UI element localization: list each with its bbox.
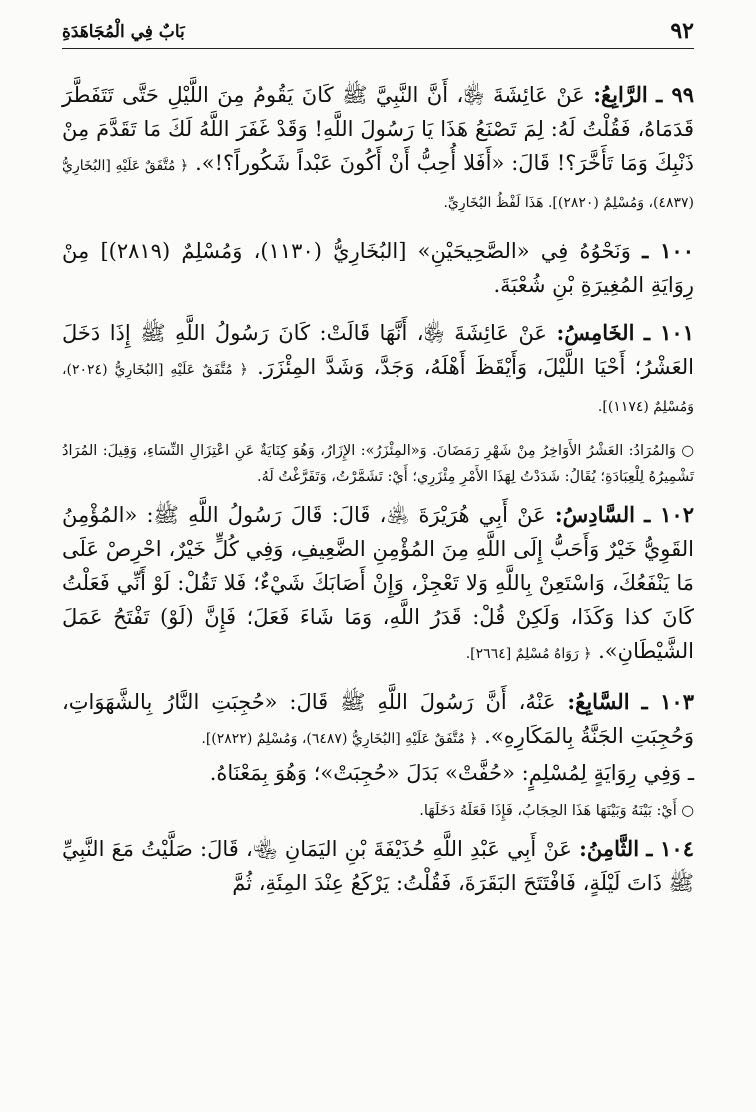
variant-narration: ـ وَفِي رِوَايَةٍ لِمُسْلِمٍ: «حُفَّتْ» بَدَلَ «حُجِبَتْ»؛ وَهُوَ بِمَعْنَاهُ. xyxy=(209,761,694,785)
hadith-label: الثَّامِنُ: xyxy=(579,836,640,861)
hadith-number: ١٠١ ـ xyxy=(643,320,694,345)
hadith-text: عَنْ عَائِشَةَ ﵂، أَنَّ النَّبِيَّ ﷺ كَانَ يَقُومُ مِنَ اللَّيْلِ حَتَّى تَتَفَطَّرَ قَدَمَاهُ، فَقُلْتُ لَهُ: لِمَ تَصْنَعُ هَذَا يَا رَسُولَ اللَّهِ! وَقَدْ غَفَرَ اللَّهُ لَكَ مَا تَقَدَّمَ مِنْ ذَنْبِكَ وَمَا تَأَخَّرَ؟! قَالَ: «أَفَلا أُحِبُّ أَنْ أَكُونَ عَبْداً شَكُوراً؟!». xyxy=(62,83,694,175)
hadith-number: ١٠٤ ـ xyxy=(646,836,694,861)
hadith-text: عَنْ عَائِشَةَ ﵂، أَنَّهَا قَالَتْ: كَانَ رَسُولُ اللَّهِ ﷺ إِذَا دَخَلَ العَشْرُ؛ أَحْيَا اللَّيْلَ، وَأَيْقَظَ أَهْلَهُ، وَجَدَّ، وَشَدَّ المِئْزَرَ. xyxy=(62,321,694,379)
hadith-paragraph-99 xyxy=(62,78,694,220)
hadith-paragraph-101 xyxy=(62,316,694,424)
page-header xyxy=(62,18,694,49)
hadith-number: ١٠٠ ـ xyxy=(642,238,694,263)
hadith-text: عَنْ أَبِي عَبْدِ اللَّهِ حُذَيْفَةَ بْنِ اليَمَانِ ﵄، قَالَ: صَلَّيْتُ مَعَ النَّبِيِّ ﷺ ذَاتَ لَيْلَةٍ، فَافْتَتَحَ البَقَرَةَ، فَقُلْتُ: يَرْكَعُ عِنْدَ المِئَةِ، ثُمَّ xyxy=(62,837,694,895)
hadith-reference: ﴿ رَوَاهُ مُسْلِمٌ [٢٦٦٤]. xyxy=(465,646,592,662)
page-body xyxy=(62,78,694,900)
hadith-paragraph-100 xyxy=(62,234,694,302)
hadith-label: الخَامِسُ: xyxy=(556,320,635,345)
explanatory-note: ○ أَيْ: بَيْنَهُ وَبَيْنَهَا هَذَا الحِجَابُ، فَإِذَا فَعَلَهُ دَخَلَهَا. xyxy=(419,803,694,819)
hadith-number: ٩٩ ـ xyxy=(656,82,694,107)
hadith-paragraph-103 xyxy=(62,685,694,756)
explanatory-note: ○ وَالمُرَادُ: العَشْرُ الأَوَاخِرُ مِنْ شَهْرِ رَمَضَانَ. وَ«المِئْزَرُ»: الإِزَارُ، وَهُوَ كِنَايَةٌ عَنِ اعْتِزَالِ النِّسَاءِ، وَقِيلَ: المُرَادُ تَشْمِيرُهُ لِلْعِبَادَةِ؛ يُقَالُ: شَدَدْتُ لِهَذَا الأَمْرِ مِئْزَرِي؛ أَيْ: تَشَمَّرْتُ، وَتَفَرَّغْتُ لَهُ. xyxy=(62,443,694,485)
hadith-text: وَنَحْوُهُ فِي «الصَّحِيحَيْنِ» [البُخَارِيُّ (١١٣٠)، وَمُسْلِمٌ (٢٨١٩)] مِنْ رِوَايَةِ المُغِيرَةِ بْنِ شُعْبَةَ. xyxy=(62,239,694,297)
hadith-reference: ﴿ مُتَّفَقٌ عَلَيْهِ [البُخَارِيُّ (٦٤٨٧)، وَمُسْلِمٌ (٢٨٢٢)]. xyxy=(201,731,478,747)
hadith-label: الرَّابِعُ: xyxy=(593,82,648,107)
hadith-text: عَنْ أَبِي هُرَيْرَةَ ﵁، قَالَ: قَالَ رَسُولُ اللَّهِ ﷺ: «المُؤْمِنُ القَوِيُّ خَيْرٌ وَأَحَبُّ إِلَى اللَّهِ مِنَ المُؤْمِنِ الضَّعِيفِ، وَفِي كُلٍّ خَيْرٌ، احْرِصْ عَلَى مَا يَنْفَعُكَ، وَاسْتَعِنْ بِاللَّهِ وَلا تَعْجِزْ، وَإِنْ أَصَابَكَ شَيْءٌ؛ فَلا تَقُلْ: لَوْ أَنِّي فَعَلْتُ كَانَ كذا وَكَذَا، وَلَكِنْ قُلْ: قَدَرُ اللَّهِ، وَمَا شَاءَ فَعَلَ؛ فَإِنَّ (لَوْ) تَفْتَحُ عَمَلَ الشَّيْطَانِ». xyxy=(62,503,694,663)
page-number: ٩٢ xyxy=(670,18,694,44)
hadith-number: ١٠٢ ـ xyxy=(644,502,694,527)
running-title: بَابٌ فِي الْمُجَاهَدَةِ xyxy=(62,22,185,42)
hadith-label: السَّابِعُ: xyxy=(567,689,630,714)
hadith-number: ١٠٣ ـ xyxy=(641,689,694,714)
hadith-label: السَّادِسُ: xyxy=(554,502,635,527)
hadith-reference: ﴿ مُتَّفَقٌ عَلَيْهِ [البُخَارِيُّ (٢٠٢٤)، وَمُسْلِمٌ (١١٧٤)]. xyxy=(62,362,694,415)
hadith-paragraph-102 xyxy=(62,498,694,671)
hadith-paragraph-104 xyxy=(62,832,694,900)
hadith-reference: ﴿ مُتَّفَقٌ عَلَيْهِ [البُخَارِيُّ (٤٨٣٧)، وَمُسْلِمٌ (٢٨٢٠)]. هَذَا لَفْظُ البُخَارِيِّ. xyxy=(62,158,694,211)
hadith-text: عَنْهُ، أَنَّ رَسُولَ اللَّهِ ﷺ قَالَ: «حُجِبَتِ النَّارُ بِالشَّهَوَاتِ، وَحُجِبَتِ الجَنَّةُ بِالمَكَارِهِ». xyxy=(62,690,694,748)
